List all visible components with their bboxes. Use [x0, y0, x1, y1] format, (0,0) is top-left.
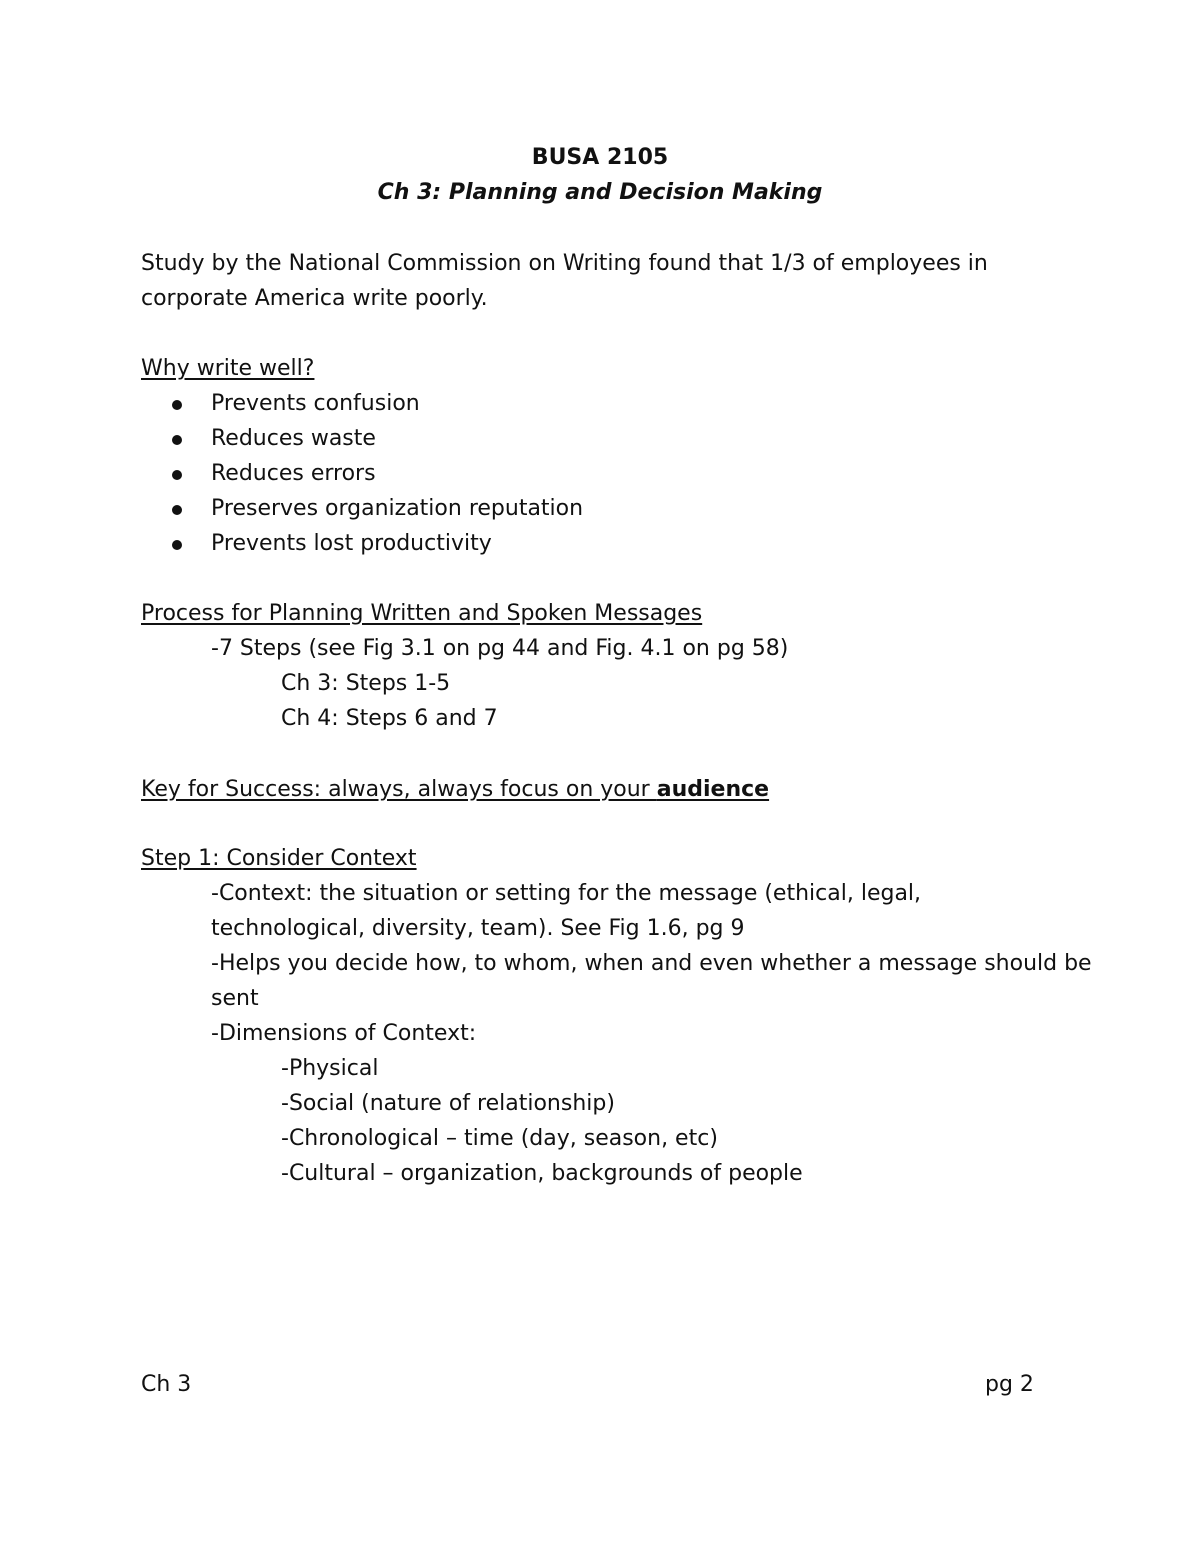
process-ch3: Ch 3: Steps 1-5 — [281, 671, 451, 696]
process-ch4: Ch 4: Steps 6 and 7 — [281, 706, 498, 731]
step1-line-3: -Helps you decide how, to whom, when and even whether a message should be — [211, 951, 1092, 976]
dimension-item: -Social (nature of relationship) — [281, 1091, 615, 1116]
why-heading: Why write well? — [141, 356, 315, 381]
bullet-icon — [172, 400, 182, 410]
step1-heading: Step 1: Consider Context — [141, 846, 417, 871]
key-for-success — [141, 779, 769, 801]
process-steps: -7 Steps (see Fig 3.1 on pg 44 and Fig. 4.1 on pg 58) — [211, 636, 789, 661]
bullet-icon — [172, 470, 182, 480]
intro-line-1: Study by the National Commission on Writing found that 1/3 of employees in — [141, 251, 988, 276]
list-item: Prevents lost productivity — [211, 531, 492, 556]
bullet-icon — [172, 505, 182, 515]
process-heading: Process for Planning Written and Spoken Messages — [141, 601, 703, 626]
step1-line-4: sent — [211, 986, 259, 1011]
dimension-item: -Physical — [281, 1056, 379, 1081]
list-item: Reduces errors — [211, 461, 376, 486]
bullet-icon — [172, 435, 182, 445]
list-item: Preserves organization reputation — [211, 496, 584, 521]
course-title: BUSA 2105 — [531, 145, 669, 170]
step1-line-1: -Context: the situation or setting for the message (ethical, legal, — [211, 881, 922, 906]
step1-line-2: technological, diversity, team). See Fig 1.6, pg 9 — [211, 916, 745, 941]
step1-line-5: -Dimensions of Context: — [211, 1021, 477, 1046]
key-emphasis: audience — [656, 777, 770, 802]
list-item: Prevents confusion — [211, 391, 420, 416]
footer-page-number: pg 2 — [985, 1372, 1034, 1397]
key-prefix: Key for Success: always, always focus on your — [141, 777, 657, 802]
dimension-item: -Chronological – time (day, season, etc) — [281, 1126, 718, 1151]
dimension-item: -Cultural – organization, backgrounds of people — [281, 1161, 803, 1186]
bullet-icon — [172, 540, 182, 550]
list-item: Reduces waste — [211, 426, 376, 451]
footer-chapter: Ch 3 — [141, 1372, 192, 1397]
chapter-title: Ch 3: Planning and Decision Making — [377, 180, 823, 205]
intro-line-2: corporate America write poorly. — [141, 286, 488, 311]
